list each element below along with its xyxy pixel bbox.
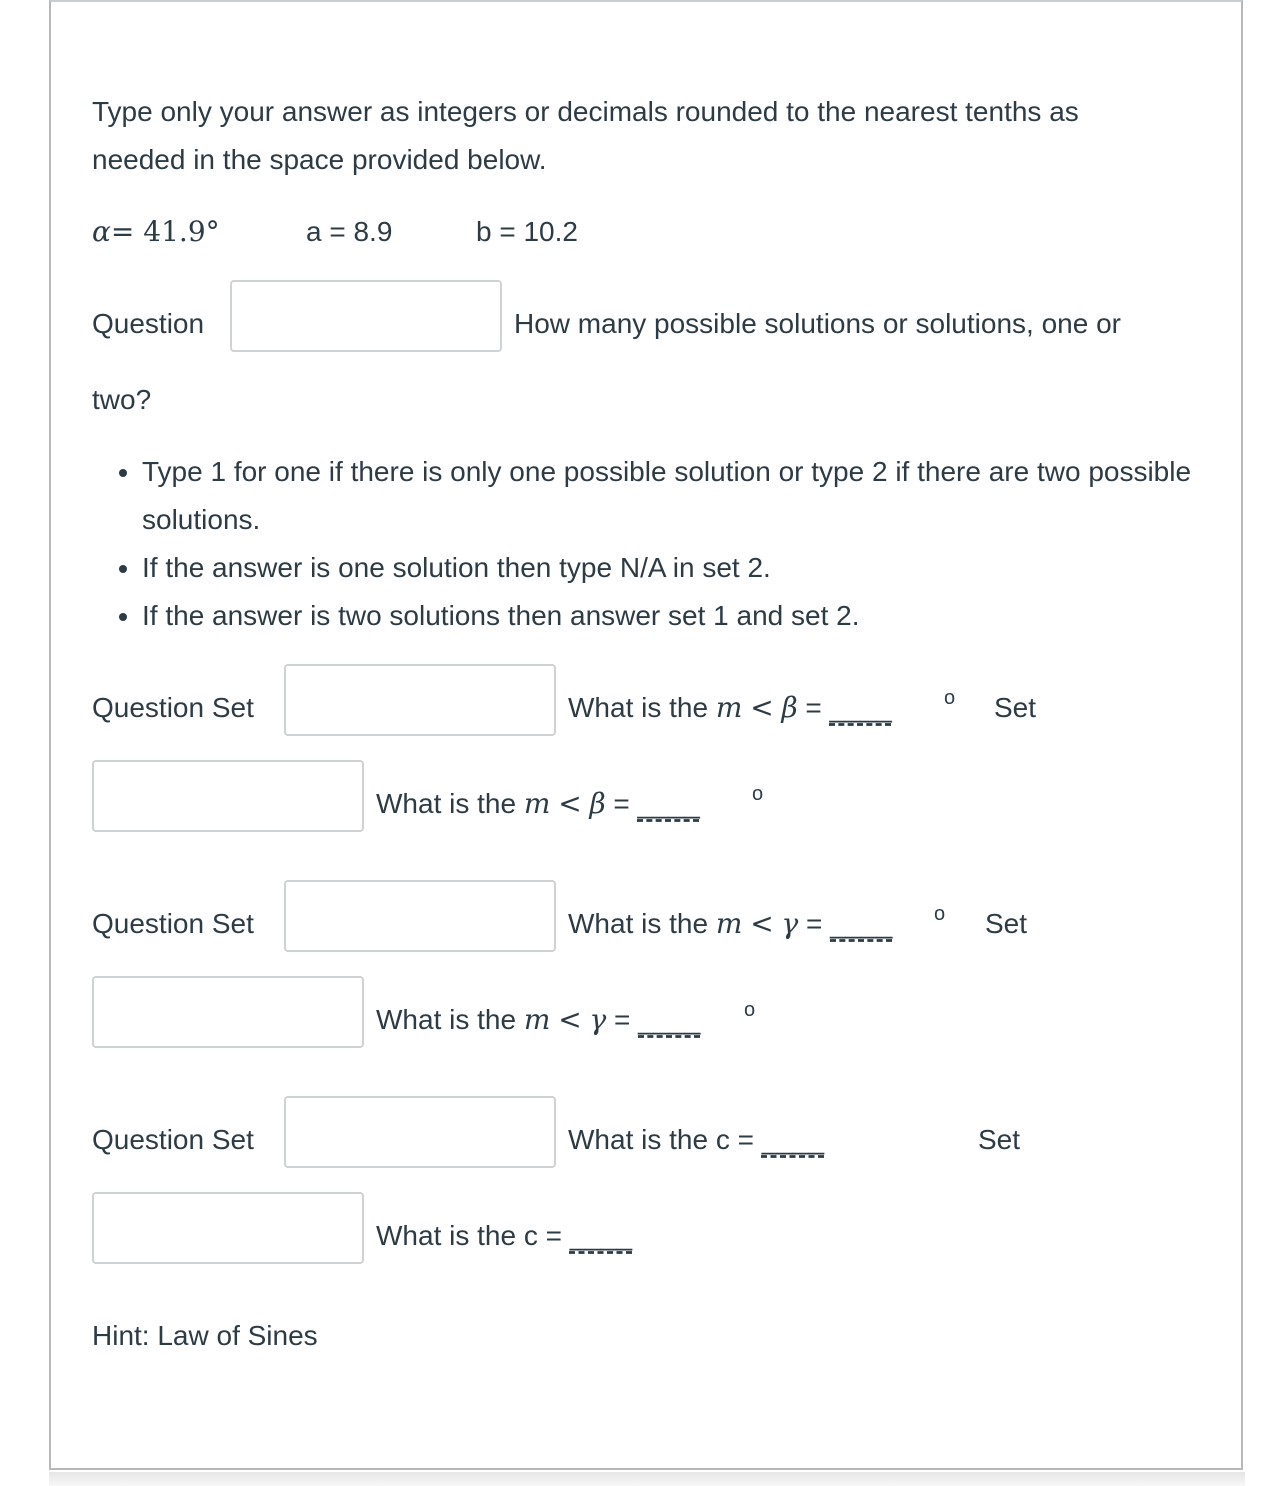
c-question-label: Question Set: [92, 1124, 254, 1155]
rules-list: [92, 448, 1222, 640]
c-set1-prompt: What is the c = ____: [568, 1116, 824, 1164]
c-set2-input[interactable]: [92, 1192, 364, 1264]
given-alpha: [92, 208, 220, 256]
gamma-question-label: Question Set: [92, 908, 254, 939]
answer-blank: ____: [569, 1220, 633, 1251]
gamma-set2-input[interactable]: [92, 976, 364, 1048]
alpha-value: = 41.9°: [110, 215, 220, 248]
rule-item: • Type 1 for one if there is only one possible solution or type 2 if there are two possible solutions.: [142, 448, 1222, 544]
gamma-set2-prompt: What is the m < γ = ____: [376, 996, 700, 1044]
c-set2-prompt: What is the c = ____: [376, 1212, 632, 1260]
degree-mark: o: [934, 903, 946, 925]
given-a: a = 8.9: [306, 216, 393, 247]
instructions-text: Type only your answer as integers or decimals rounded to the nearest tenths as: [92, 96, 1079, 127]
answer-blank: ____: [829, 692, 892, 723]
hint-text: Hint: Law of Sines: [92, 1320, 318, 1351]
beta-question-label: Question Set: [92, 692, 254, 723]
solutions-count-input[interactable]: [230, 280, 502, 352]
gamma-set1-prompt: What is the m < γ = ____: [568, 900, 892, 948]
beta-set2-input[interactable]: [92, 760, 364, 832]
solutions-question-prompt: How many possible solutions or solutions, one or: [514, 308, 1121, 339]
alpha-symbol: α: [92, 215, 111, 248]
answer-blank: ____: [830, 908, 893, 939]
beta-set1-input[interactable]: [284, 664, 556, 736]
given-b: b = 10.2: [476, 216, 578, 247]
rule-item: • If the answer is one solution then type N/A in set 2.: [142, 544, 1222, 592]
rule-item: • If the answer is two solutions then answer set 1 and set 2.: [142, 592, 1222, 640]
answer-blank: ____: [638, 1004, 701, 1035]
set-label: Set: [994, 692, 1037, 723]
card-bottom-edge: [49, 1472, 1245, 1486]
degree-mark: o: [752, 783, 764, 805]
degree-mark: o: [744, 999, 756, 1021]
gamma-set1-input[interactable]: [284, 880, 556, 952]
c-set1-input[interactable]: [284, 1096, 556, 1168]
set-label: Set: [985, 908, 1028, 939]
solutions-question-prompt-cont: two?: [92, 384, 152, 415]
answer-blank: ____: [761, 1124, 825, 1155]
degree-mark: o: [944, 687, 956, 709]
solutions-question-label: Question: [92, 308, 205, 339]
answer-blank: ____: [637, 788, 700, 819]
set-label: Set: [978, 1124, 1021, 1155]
beta-set1-prompt: What is the m < β = ____: [568, 684, 892, 732]
instructions-text-line2: needed in the space provided below.: [92, 144, 547, 175]
beta-set2-prompt: What is the m < β = ____: [376, 780, 700, 828]
